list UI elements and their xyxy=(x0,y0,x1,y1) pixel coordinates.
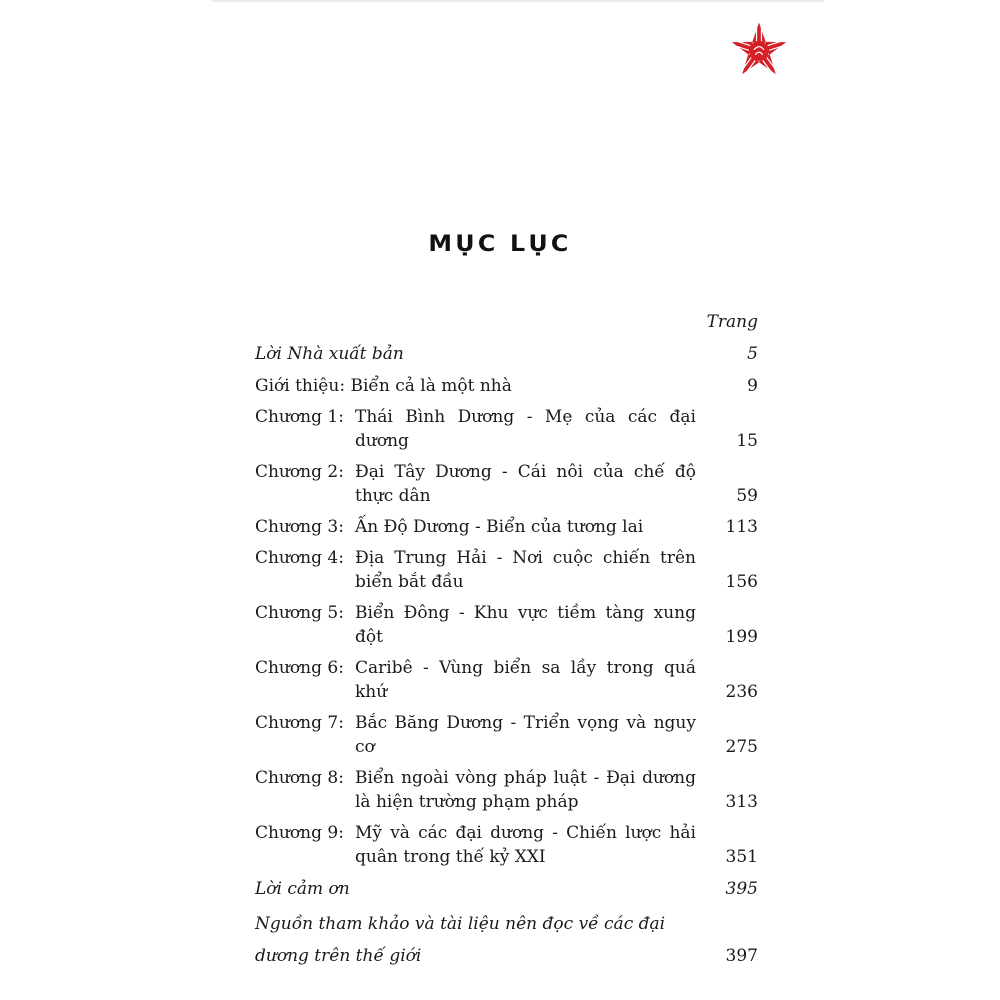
toc-chapter-number: Chương 7: xyxy=(255,713,344,733)
toc-chapter-number: Chương 1: xyxy=(255,407,344,427)
toc-entry-chapter-5[interactable] xyxy=(255,601,758,649)
toc-entry-publisher-note[interactable] xyxy=(255,342,758,366)
toc-entry-chapter-3[interactable] xyxy=(255,515,758,539)
toc-entry-chapter-2[interactable] xyxy=(255,460,758,508)
toc-entry-chapter-4[interactable] xyxy=(255,546,758,594)
toc-entry-title: Ấn Độ Dương - Biển của tương lai xyxy=(355,517,644,537)
toc-chapter-number: Chương 2: xyxy=(255,462,344,482)
table-of-contents xyxy=(255,342,758,979)
toc-entry-title: Lời cảm ơn xyxy=(255,879,350,899)
toc-entry-title: Nguồn tham khảo và tài liệu nên đọc về các đại dương trên thế giới xyxy=(255,914,666,966)
toc-entry-title: Giới thiệu: Biển cả là một nhà xyxy=(255,376,512,396)
toc-chapter-number: Chương 9: xyxy=(255,823,344,843)
toc-chapter-number: Chương 5: xyxy=(255,603,344,623)
toc-entry-page: 397 xyxy=(725,946,758,966)
toc-chapter-number: Chương 3: xyxy=(255,517,344,537)
toc-entry-page: 5 xyxy=(747,344,758,364)
toc-entry-title: Thái Bình Dương - Mẹ của các đại dương xyxy=(355,407,696,451)
toc-entry-page: 15 xyxy=(736,431,758,451)
toc-entry-title: Địa Trung Hải - Nơi cuộc chiến trên biển bắt đầu xyxy=(355,548,696,592)
publisher-star-logo-icon xyxy=(728,20,790,82)
toc-chapter-number: Chương 6: xyxy=(255,658,344,678)
top-edge-rule xyxy=(212,0,824,2)
toc-entry-page: 351 xyxy=(725,847,758,867)
toc-entry-page: 199 xyxy=(725,627,758,647)
toc-entry-page: 9 xyxy=(747,376,758,396)
toc-entry-chapter-7[interactable] xyxy=(255,711,758,759)
toc-entry-acknowledgements[interactable] xyxy=(255,877,758,901)
toc-entry-page: 313 xyxy=(725,792,758,812)
toc-entry-references[interactable] xyxy=(255,908,758,972)
toc-entry-title: Bắc Băng Dương - Triển vọng và nguy cơ xyxy=(355,713,696,757)
toc-entry-title: Mỹ và các đại dương - Chiến lược hải quân trong thế kỷ XXI xyxy=(355,823,696,867)
toc-entry-title: Đại Tây Dương - Cái nôi của chế độ thực dân xyxy=(355,462,696,506)
toc-entry-title: Lời Nhà xuất bản xyxy=(255,344,404,364)
page-column-label: Trang xyxy=(706,312,758,332)
toc-entry-chapter-1[interactable] xyxy=(255,405,758,453)
toc-chapter-number: Chương 8: xyxy=(255,768,344,788)
page-title: MỤC LỤC xyxy=(428,232,572,257)
toc-entry-page: 59 xyxy=(736,486,758,506)
toc-entry-chapter-9[interactable] xyxy=(255,821,758,869)
toc-entry-title: Biển ngoài vòng pháp luật - Đại dương là hiện trường phạm pháp xyxy=(355,768,696,812)
toc-entry-chapter-6[interactable] xyxy=(255,656,758,704)
toc-entry-page: 156 xyxy=(725,572,758,592)
toc-entry-page: 275 xyxy=(725,737,758,757)
toc-entry-chapter-8[interactable] xyxy=(255,766,758,814)
toc-entry-introduction[interactable] xyxy=(255,374,758,398)
toc-entry-page: 236 xyxy=(725,682,758,702)
toc-chapter-number: Chương 4: xyxy=(255,548,344,568)
toc-entry-title: Caribê - Vùng biển sa lầy trong quá khứ xyxy=(355,658,696,702)
toc-entry-page: 113 xyxy=(725,517,758,537)
toc-entry-page: 395 xyxy=(725,879,758,899)
toc-entry-title: Biển Đông - Khu vực tiềm tàng xung đột xyxy=(355,603,696,647)
